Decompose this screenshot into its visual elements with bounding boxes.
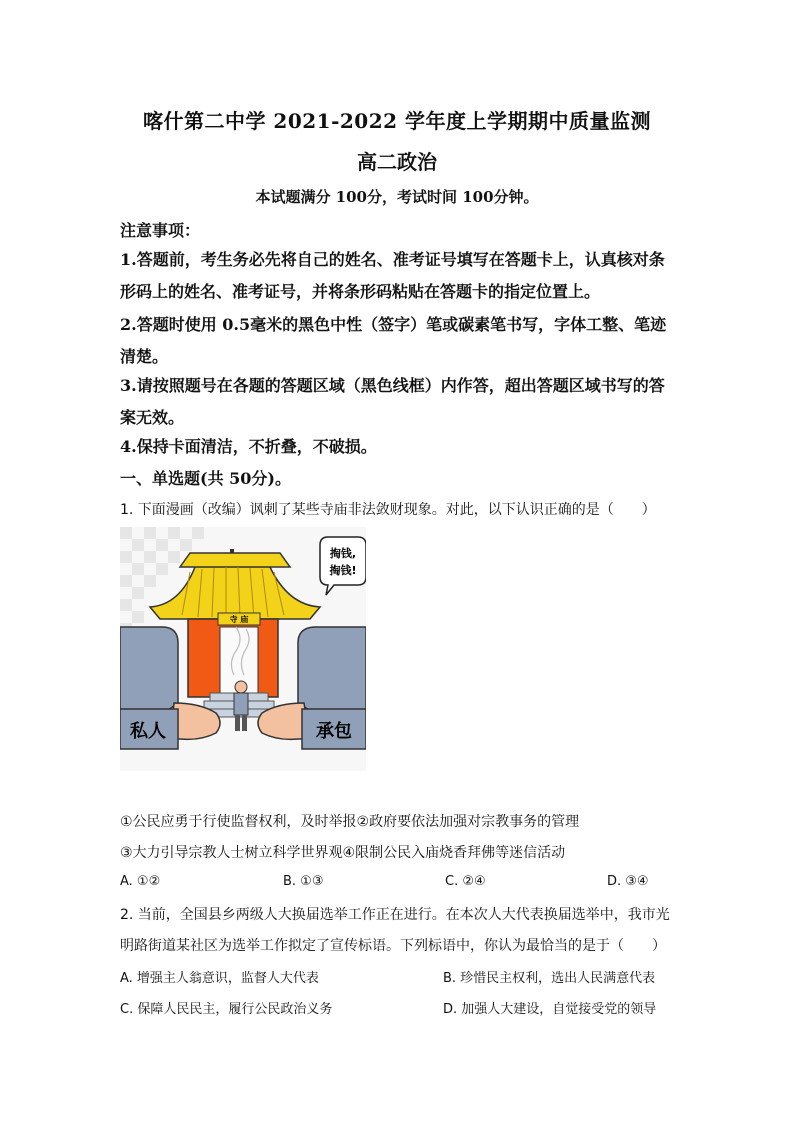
exam-info: 本试题满分 100分，考试时间 100分钟。 bbox=[255, 188, 539, 206]
q2-option-a: A. 增强主人翁意识，监督人大代表 bbox=[120, 971, 319, 986]
q1-option-c: C. ②④ bbox=[445, 874, 486, 889]
temple-walls bbox=[188, 613, 278, 697]
temple-cartoon bbox=[120, 527, 366, 771]
note-line: 4.保持卡面清洁，不折叠，不破损。 bbox=[120, 437, 377, 456]
q2-stem: 2. 当前，全国县乡两级人大换届选举工作正在进行。在本次人大代表换届选举中，我市光 bbox=[120, 907, 670, 923]
exam-title: 喀什第二中学 2021-2022 学年度上学期期中质量监测 bbox=[142, 109, 652, 133]
left-hand-label: 私人 bbox=[130, 721, 166, 742]
section-heading: 一、单选题(共 50分)。 bbox=[120, 469, 291, 488]
q2-stem: 明路街道某社区为选举工作拟定了宣传标语。下列标语中，你认为最恰当的是于（ ） bbox=[120, 938, 666, 954]
q1-option-a: A. ①② bbox=[120, 874, 161, 889]
temple-sign: 寺 庙 bbox=[229, 615, 249, 624]
note-line: 3.请按照题号在各题的答题区域（黑色线框）内作答，超出答题区域书写的答 bbox=[120, 376, 665, 395]
q1-stem: 1. 下面漫画（改编）讽刺了某些寺庙非法敛财现象。对此，以下认识正确的是（ ） bbox=[120, 502, 656, 518]
q2-option-b: B. 珍惜民主权利，选出人民满意代表 bbox=[443, 971, 656, 986]
note-line: 形码上的姓名、准考证号，并将条形码粘贴在答题卡的指定位置上。 bbox=[120, 282, 601, 301]
q1-statement: ①公民应勇于行使监督权利，及时举报②政府要依法加强对宗教事务的管理 bbox=[120, 814, 580, 830]
right-hand-label: 承包 bbox=[316, 721, 352, 742]
note-line: 1.答题前，考生务必先将自己的姓名、准考证号填写在答题卡上，认真核对条 bbox=[120, 250, 665, 269]
q1-option-b: B. ①③ bbox=[283, 874, 324, 889]
note-line: 案无效。 bbox=[120, 408, 185, 427]
speech-line-1: 掏钱, bbox=[329, 547, 357, 560]
note-line: 清楚。 bbox=[120, 347, 169, 366]
speech-line-2: 掏钱! bbox=[329, 564, 357, 577]
q1-statement: ③大力引导宗教人士树立科学世界观④限制公民入庙烧香拜佛等迷信活动 bbox=[120, 845, 566, 861]
exam-subject: 高二政治 bbox=[357, 150, 437, 174]
note-line: 2.答题时使用 0.5毫米的黑色中性（签字）笔或碳素笔书写，字体工整、笔迹 bbox=[120, 315, 667, 334]
q2-option-c: C. 保障人民民主，履行公民政治义务 bbox=[120, 1002, 333, 1017]
q2-option-d: D. 加强人大建设，自觉接受党的领导 bbox=[443, 1002, 657, 1017]
notes-heading: 注意事项： bbox=[120, 221, 201, 240]
q1-option-d: D. ③④ bbox=[607, 874, 649, 889]
